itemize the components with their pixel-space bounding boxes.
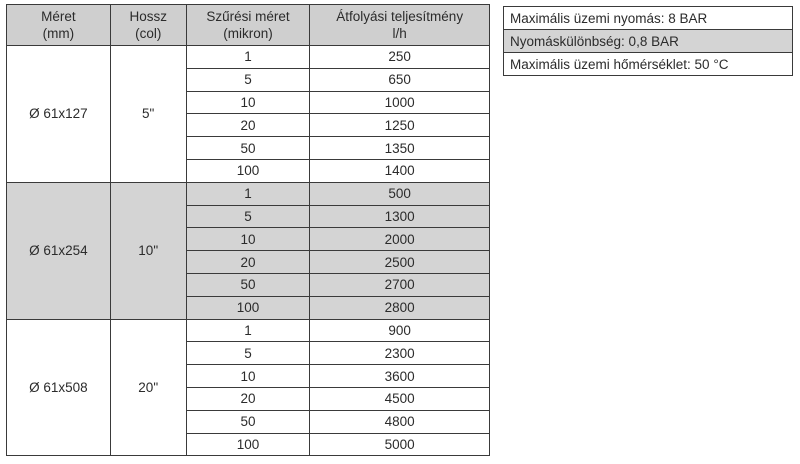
- flow-cell: 4500: [310, 387, 490, 410]
- flow-cell: 900: [310, 319, 490, 342]
- flow-cell: 2700: [310, 273, 490, 296]
- table-row: [7, 319, 490, 342]
- micron-cell: 5: [186, 342, 310, 365]
- size-cell: Ø 61x508: [7, 319, 111, 456]
- info-text: Maximális üzemi nyomás: 8 BAR: [504, 7, 793, 30]
- length-cell: 5": [110, 46, 186, 183]
- table-body: [7, 46, 490, 456]
- micron-cell: 10: [186, 91, 310, 114]
- flow-cell: 250: [310, 46, 490, 69]
- flow-cell: 4800: [310, 410, 490, 433]
- flow-cell: 5000: [310, 433, 490, 456]
- operating-info-table: [503, 6, 793, 76]
- flow-cell: 1350: [310, 137, 490, 160]
- flow-cell: 500: [310, 182, 490, 205]
- micron-cell: 50: [186, 273, 310, 296]
- micron-cell: 5: [186, 68, 310, 91]
- table-row: [7, 182, 490, 205]
- micron-cell: 100: [186, 433, 310, 456]
- length-cell: 10": [110, 182, 186, 319]
- flow-cell: 2500: [310, 251, 490, 274]
- flow-cell: 2800: [310, 296, 490, 319]
- header-length: Hossz (col): [110, 5, 186, 46]
- flow-cell: 2000: [310, 228, 490, 251]
- header-filter-size: Szűrési méret (mikron): [186, 5, 310, 46]
- micron-cell: 10: [186, 228, 310, 251]
- micron-cell: 1: [186, 319, 310, 342]
- size-cell: Ø 61x127: [7, 46, 111, 183]
- flow-cell: 1000: [310, 91, 490, 114]
- micron-cell: 100: [186, 159, 310, 182]
- size-cell: Ø 61x254: [7, 182, 111, 319]
- flow-cell: 1400: [310, 159, 490, 182]
- micron-cell: 1: [186, 182, 310, 205]
- micron-cell: 20: [186, 251, 310, 274]
- micron-cell: 50: [186, 137, 310, 160]
- micron-cell: 5: [186, 205, 310, 228]
- micron-cell: 100: [186, 296, 310, 319]
- flow-cell: 3600: [310, 365, 490, 388]
- header-size: Méret (mm): [7, 5, 111, 46]
- micron-cell: 1: [186, 46, 310, 69]
- flow-cell: 1300: [310, 205, 490, 228]
- header-flow-rate: Átfolyási teljesítmény l/h: [310, 5, 490, 46]
- table-header-row: [7, 5, 490, 46]
- micron-cell: 20: [186, 387, 310, 410]
- info-text: Nyomáskülönbség: 0,8 BAR: [504, 30, 793, 53]
- filter-spec-table: [6, 4, 490, 456]
- info-row: [504, 30, 793, 53]
- table-row: [7, 46, 490, 69]
- micron-cell: 10: [186, 365, 310, 388]
- info-row: [504, 7, 793, 30]
- flow-cell: 1250: [310, 114, 490, 137]
- flow-cell: 650: [310, 68, 490, 91]
- info-row: [504, 53, 793, 76]
- micron-cell: 20: [186, 114, 310, 137]
- info-text: Maximális üzemi hőmérséklet: 50 °C: [504, 53, 793, 76]
- micron-cell: 50: [186, 410, 310, 433]
- length-cell: 20": [110, 319, 186, 456]
- flow-cell: 2300: [310, 342, 490, 365]
